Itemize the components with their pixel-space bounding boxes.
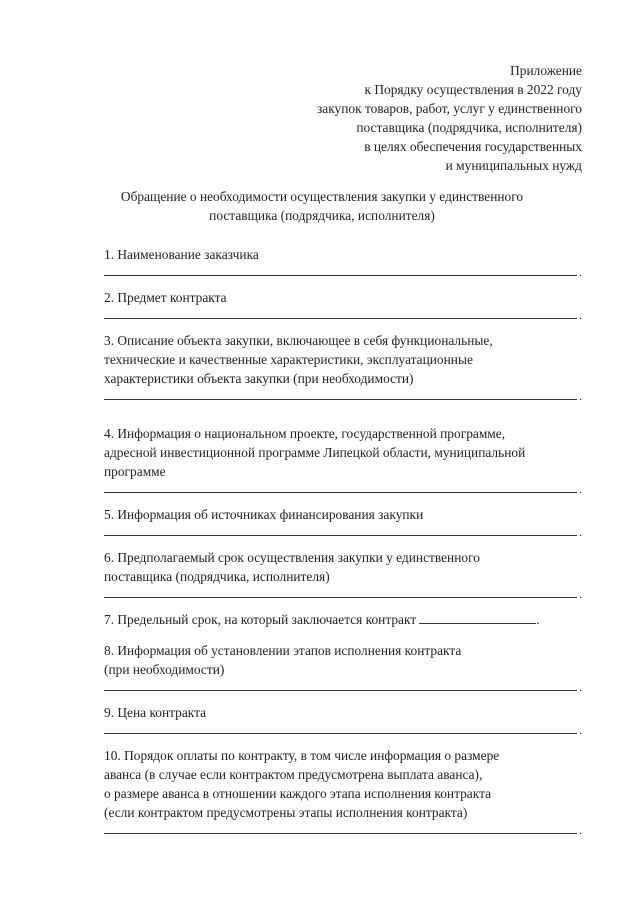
form-item-1 [104,245,582,279]
appendix-line: Приложение [510,63,582,78]
form-item-4 [104,424,582,496]
item-label: 7. Предельный срок, на который заключается контракт [104,612,417,627]
document-title [102,187,542,225]
item-text: 1. Наименование заказчика [104,247,259,262]
item-text: поставщика (подрядчика, исполнителя) [104,569,330,584]
period-mark: . [579,525,582,539]
form-item-8 [104,641,582,694]
spacer [104,691,582,703]
item-text: технические и качественные характеристики, эксплуатационные [104,352,473,367]
period-mark: . [579,308,582,322]
item-text: 9. Цена контракта [104,705,207,720]
spacer [104,319,582,331]
spacer [104,734,582,746]
fill-line[interactable] [104,524,582,539]
form-item-2 [104,288,582,322]
period-mark: . [579,680,582,694]
fill-line-inline[interactable] [419,612,536,624]
appendix-line: поставщика (подрядчика, исполнителя) [356,120,582,135]
item-text: адресной инвестиционной программе Липецкой области, муниципальной [104,445,526,460]
item-text [104,610,582,629]
item-text: аванса (в случае если контрактом предусмотрена выплата аванса), [104,767,483,782]
spacer [104,276,582,288]
spacer [104,536,582,548]
period-mark: . [536,612,540,627]
item-text: 5. Информация об источниках финансирования закупки [104,507,424,522]
title-line: Обращение о необходимости осуществления закупки у единственного [120,189,524,204]
item-text: характеристики объекта закупки (при необходимости) [104,371,414,386]
fill-line[interactable] [104,679,582,694]
fill-line[interactable] [104,822,582,837]
form-item-7 [104,610,582,629]
item-text: 10. Порядок оплаты по контракту, в том числе информация о размере [104,748,500,763]
appendix-line: в целях обеспечения государственных [364,139,582,154]
period-mark: . [579,723,582,737]
item-text: (если контрактом предусмотрены этапы исполнения контракта) [104,805,468,820]
form-body [104,245,582,837]
form-item-9 [104,703,582,737]
fill-line[interactable] [104,481,582,496]
appendix-line: и муниципальных нужд [445,158,582,173]
period-mark: . [579,823,582,837]
title-line: поставщика (подрядчика, исполнителя) [209,208,435,223]
form-item-5 [104,505,582,539]
fill-line[interactable] [104,307,582,322]
form-item-6 [104,548,582,601]
spacer [104,493,582,505]
item-text: 8. Информация об установлении этапов исполнения контракта [104,643,462,658]
form-item-3 [104,331,582,403]
item-text: 2. Предмет контракта [104,290,227,305]
fill-line[interactable] [104,264,582,279]
fill-line[interactable] [104,586,582,601]
item-text: 6. Предполагаемый срок осуществления закупки у единственного [104,550,480,565]
item-text: программе [104,464,166,479]
period-mark: . [579,587,582,601]
spacer [104,598,582,610]
period-mark: . [579,389,582,403]
appendix-block [317,61,582,175]
item-text: 3. Описание объекта закупки, включающее в себя функциональные, [104,333,493,348]
item-text: о размере аванса в отношении каждого этапа исполнения контракта [104,786,492,801]
appendix-line: закупок товаров, работ, услуг у единственного [316,101,582,116]
spacer [104,400,582,424]
period-mark: . [579,482,582,496]
appendix-line: к Порядку осуществления в 2022 году [364,82,582,97]
fill-line[interactable] [104,388,582,403]
item-text: (при необходимости) [104,662,225,677]
fill-line[interactable] [104,722,582,737]
spacer [104,629,582,641]
item-text: 4. Информация о национальном проекте, государственной программе, [104,426,506,441]
period-mark: . [579,265,582,279]
form-item-10 [104,746,582,837]
